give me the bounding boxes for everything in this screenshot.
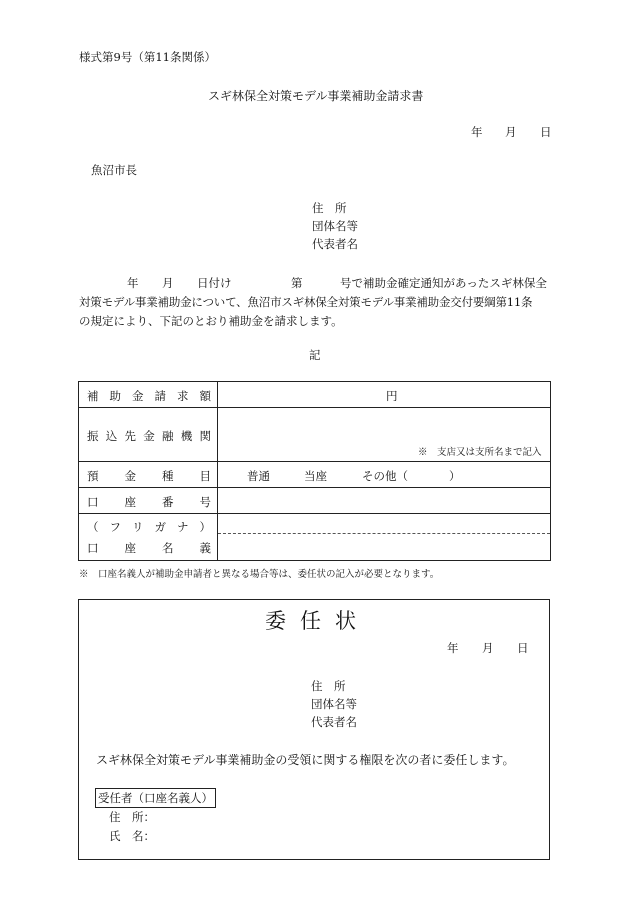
label-char: 口 (87, 541, 99, 555)
label-char: ナ (177, 520, 189, 534)
body-month: 月 (162, 276, 174, 290)
label-char: 先 (124, 429, 136, 443)
bank-label-cell (79, 408, 218, 462)
account-number-label (87, 494, 211, 510)
label-char: フ (109, 520, 121, 534)
label-char: ガ (154, 520, 166, 534)
label-char: 求 (177, 389, 189, 403)
body-line3: の規定により、下記のとおり補助金を請求します。 (79, 314, 343, 328)
label-char: 補 (87, 389, 99, 403)
label-char: 座 (124, 495, 136, 509)
table-footnote: ※ 口座名義人が補助金申請者と異なる場合等は、委任状の記入が必要となります。 (79, 569, 440, 580)
table-row-amount (79, 382, 551, 408)
applicant-address-label: 住 所 (312, 201, 347, 215)
label-char: 助 (109, 389, 121, 403)
option-touza[interactable]: 当座 (304, 469, 327, 483)
label-char: 融 (162, 429, 174, 443)
addressee: 魚沼市長 (91, 163, 137, 177)
body-dated: 日付け (197, 276, 232, 290)
label-char: 請 (154, 389, 166, 403)
proxy-org-label: 団体名等 (311, 697, 357, 711)
proxy-date-year: 年 (447, 641, 459, 655)
label-char: 金 (124, 469, 136, 483)
label-char: （ (87, 520, 99, 534)
body-number-prefix: 第 (291, 276, 303, 290)
proxy-title (265, 605, 356, 635)
delegate-name-label: 氏 名： (109, 829, 155, 843)
account-number-value-cell[interactable] (218, 488, 551, 514)
option-other-close: ） (449, 469, 461, 483)
proxy-title-char: 状 (335, 609, 356, 633)
account-name-label (87, 540, 211, 556)
label-char: 種 (162, 469, 174, 483)
label-char: 義 (199, 541, 211, 555)
proxy-statement: スギ林保全対策モデル事業補助金の受領に関する権限を次の者に委任します。 (96, 753, 515, 767)
proxy-address-label: 住 所 (311, 679, 346, 693)
proxy-title-char: 委 (265, 609, 286, 633)
body-year: 年 (127, 276, 139, 290)
form-number: 様式第9号（第11条関係） (79, 50, 216, 64)
label-char: 込 (105, 429, 118, 443)
label-char: 振 (87, 429, 99, 443)
table-row-account-type (79, 462, 551, 488)
table-row-account-number (79, 488, 551, 514)
ki-mark: 記 (309, 348, 321, 362)
label-char: 金 (143, 429, 155, 443)
label-char: 目 (199, 469, 211, 483)
applicant-org-label: 団体名等 (312, 219, 358, 233)
delegate-label: 受任者（口座名義人） (95, 788, 216, 808)
label-char: 番 (162, 495, 174, 509)
option-futsu[interactable]: 普通 (247, 469, 270, 483)
table-row-bank (79, 408, 551, 462)
date-month: 月 (505, 125, 517, 139)
label-char: ） (199, 520, 211, 534)
furigana-label (87, 519, 211, 535)
amount-label-cell (79, 382, 218, 408)
label-char: 機 (180, 429, 193, 443)
label-char: 名 (162, 541, 174, 555)
bank-note: ※ 支店又は支所名まで記入 (418, 447, 542, 458)
label-char: リ (132, 520, 144, 534)
table-row-account-name (79, 514, 551, 561)
delegate-address-label: 住 所： (109, 810, 155, 824)
proxy-date-month: 月 (482, 641, 494, 655)
amount-label (87, 388, 211, 404)
label-char: 預 (87, 469, 99, 483)
account-name-value-cell[interactable] (218, 514, 551, 561)
applicant-rep-label: 代表者名 (312, 237, 358, 251)
proxy-rep-label: 代表者名 (311, 715, 357, 729)
label-char: 関 (199, 429, 211, 443)
label-char: 口 (87, 495, 99, 509)
document-title: スギ林保全対策モデル事業補助金請求書 (208, 89, 424, 103)
bank-value-cell[interactable] (218, 408, 551, 462)
account-type-label (87, 468, 211, 484)
bank-label (87, 428, 211, 444)
body-line1-rest: 号で補助金確定通知があったスギ林保全 (340, 276, 547, 290)
proxy-box (78, 599, 550, 860)
account-type-label-cell (79, 462, 218, 488)
label-char: 額 (199, 389, 211, 403)
request-table (78, 381, 551, 561)
account-type-value-cell[interactable] (218, 462, 551, 488)
proxy-date-day: 日 (517, 641, 529, 655)
proxy-title-char: 任 (300, 609, 321, 633)
date-day: 日 (540, 125, 552, 139)
label-char: 金 (132, 389, 144, 403)
date-year: 年 (471, 125, 483, 139)
amount-value-cell[interactable] (218, 382, 551, 408)
option-other[interactable]: その他（ (362, 469, 408, 483)
label-char: 座 (124, 541, 136, 555)
label-char: 号 (199, 495, 211, 509)
yen-unit: 円 (386, 389, 398, 403)
body-line2: 対策モデル事業補助金について、魚沼市スギ林保全対策モデル事業補助金交付要綱第11条 (79, 295, 533, 309)
furigana-divider (218, 533, 550, 534)
account-number-label-cell (79, 488, 218, 514)
account-name-label-cell (79, 514, 218, 561)
